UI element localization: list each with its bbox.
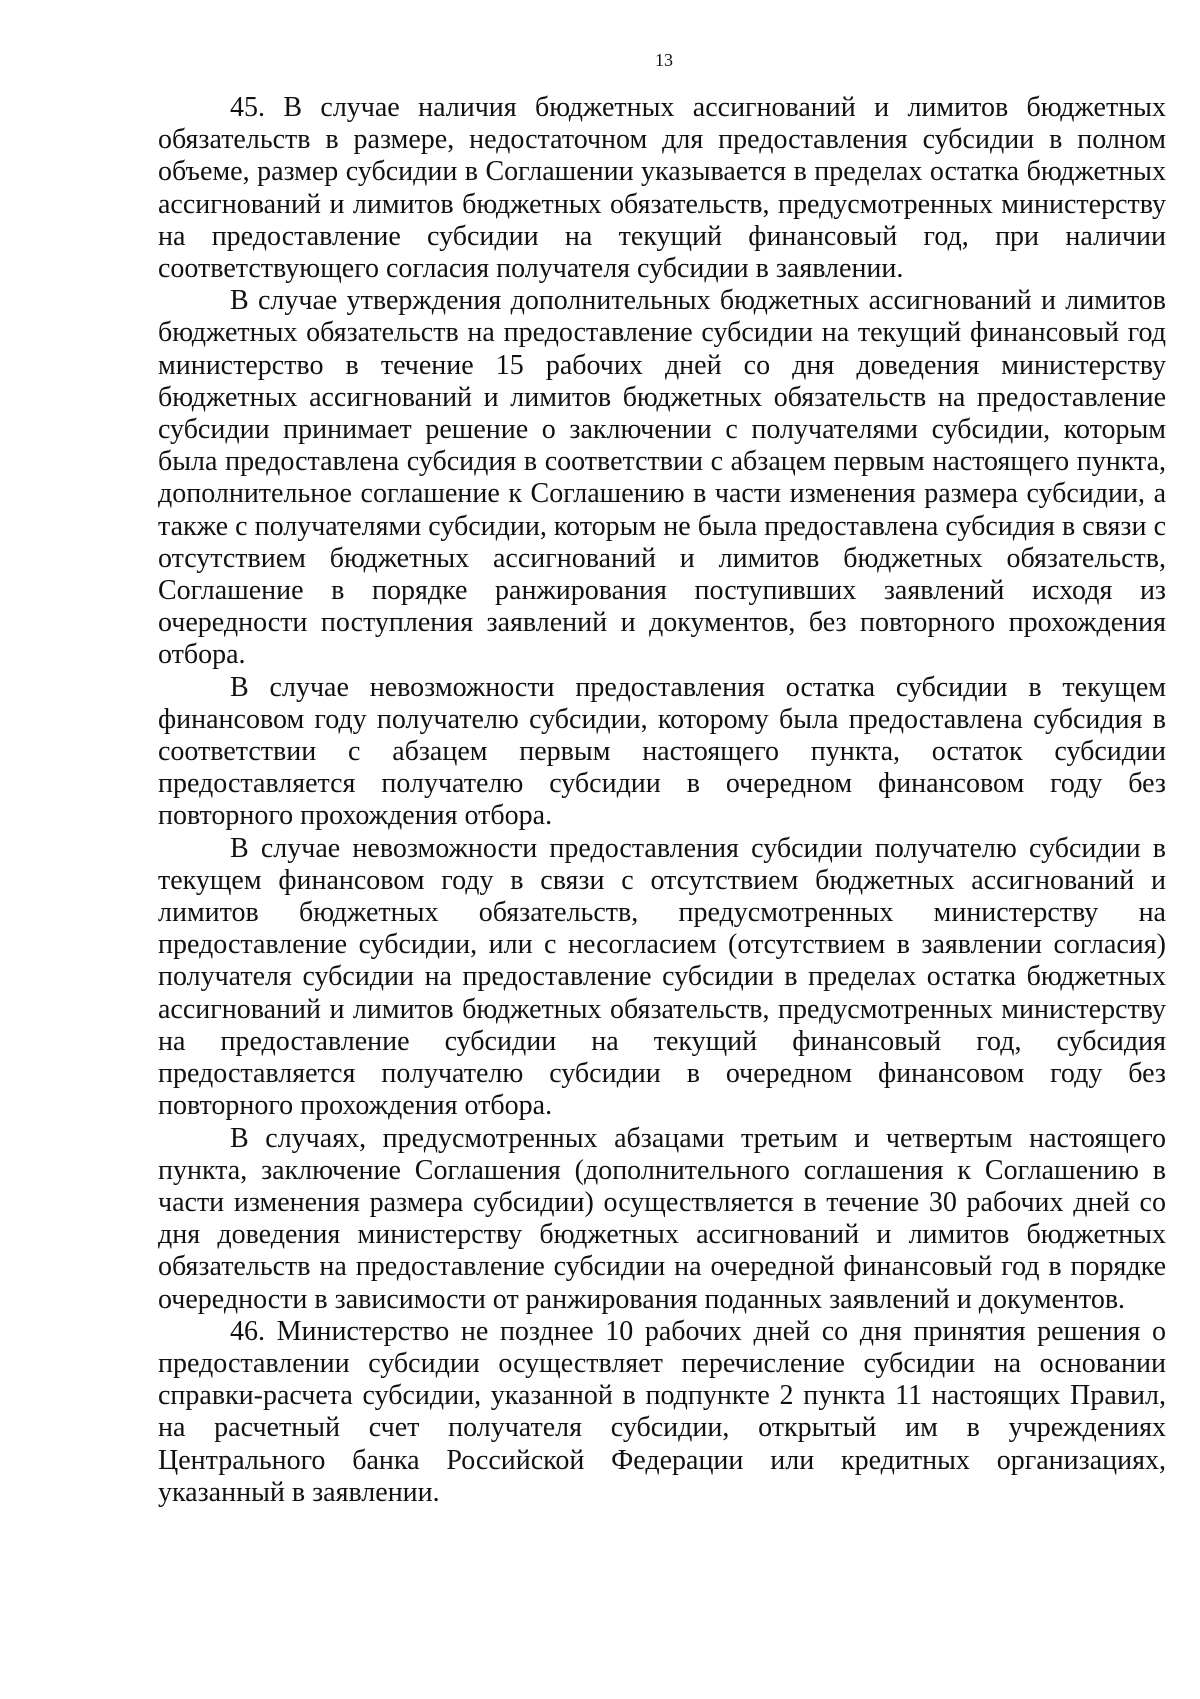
paragraph-45: 45. В случае наличия бюджетных ассигнований и лимитов бюджетных обязательств в размере, недостаточном для предоставления субсидии в полном объеме, размер субсидии в Соглашении указывается в пределах остатка бюджетных ассигнований и лимитов бюджетных обязательств, предусмотренных министерству на предоставление субсидии на текущий финансовый год, при наличии соответствующего согласия получателя субсидии в заявлении.	[158, 92, 1166, 285]
paragraph-subsidy-next-year: В случае невозможности предоставления субсидии получателю субсидии в текущем финансовом году в связи с отсутствием бюджетных ассигнований и лимитов бюджетных обязательств, предусмотренных министерству на предоставление субсидии, или с несогласием (отсутствием в заявлении согласия) получателя субсидии на предоставление субсидии в пределах остатка бюджетных ассигнований и лимитов бюджетных обязательств, предусмотренных министерству на предоставление субсидии на текущий финансовый год, субсидия предоставляется получателю субсидии в очередном финансовом году без повторного прохождения отбора.	[158, 832, 1166, 1122]
paragraph-additional-allocations: В случае утверждения дополнительных бюджетных ассигнований и лимитов бюджетных обязательств на предоставление субсидии на текущий финансовый год министерство в течение 15 рабочих дней со дня доведения министерству бюджетных ассигнований и лимитов бюджетных обязательств на предоставление субсидии принимает решение о заключении с получателями субсидии, которым была предоставлена субсидия в соответствии с абзацем первым настоящего пункта, дополнительное соглашение к Соглашению в части изменения размера субсидии, а также с получателями субсидии, которым не была предоставлена субсидия в связи с отсутствием бюджетных ассигнований и лимитов бюджетных обязательств, Соглашение в порядке ранжирования поступивших заявлений исходя из очередности поступления заявлений и документов, без повторного прохождения отбора.	[158, 285, 1166, 671]
page-number: 13	[655, 50, 673, 70]
document-body	[158, 92, 1166, 1509]
paragraph-remaining-subsidy: В случае невозможности предоставления остатка субсидии в текущем финансовом году получателю субсидии, которому была предоставлена субсидия в соответствии с абзацем первым настоящего пункта, остаток субсидии предоставляется получателю субсидии в очередном финансовом году без повторного прохождения отбора.	[158, 671, 1166, 832]
paragraph-46: 46. Министерство не позднее 10 рабочих дней со дня принятия решения о предоставлении субсидии осуществляет перечисление субсидии на основании справки-расчета субсидии, указанной в подпункте 2 пункта 11 настоящих Правил, на расчетный счет получателя субсидии, открытый им в учреждениях Центрального банка Российской Федерации или кредитных организациях, указанный в заявлении.	[158, 1315, 1166, 1508]
paragraph-agreement-conclusion: В случаях, предусмотренных абзацами третьим и четвертым настоящего пункта, заключение Соглашения (дополнительного соглашения к Соглашению в части изменения размера субсидии) осуществляется в течение 30 рабочих дней со дня доведения министерству бюджетных ассигнований и лимитов бюджетных обязательств на предоставление субсидии на очередной финансовый год в порядке очередности в зависимости от ранжирования поданных заявлений и документов.	[158, 1122, 1166, 1315]
